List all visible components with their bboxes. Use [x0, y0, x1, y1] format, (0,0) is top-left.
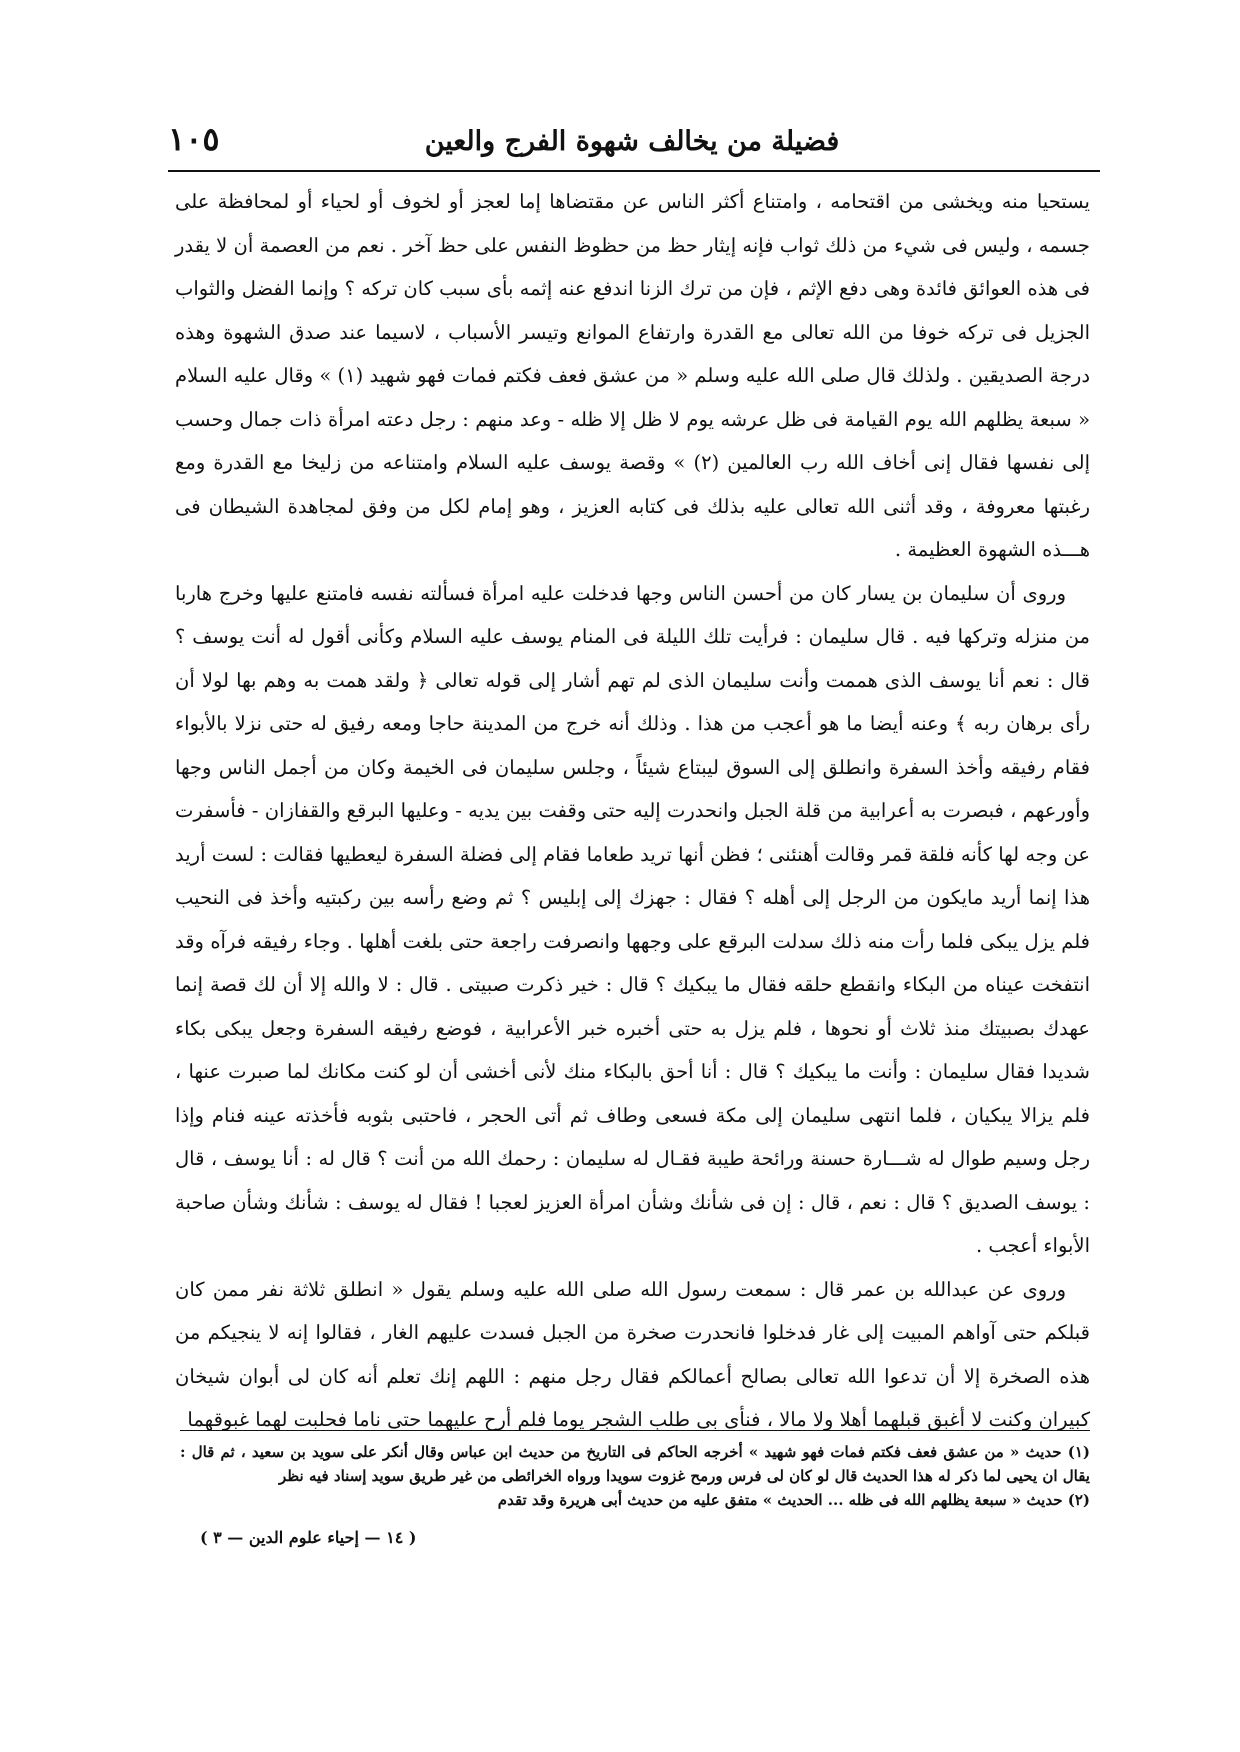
footnote: (٢) حديث « سبعة يظلهم الله فى ظله ... الحديث » متفق عليه من حديث أبى هريرة وقد تقدم [497, 1491, 1090, 1509]
footnotes [180, 1440, 1090, 1512]
page-number: ١٠٥ [168, 120, 220, 158]
running-title: فضيلة من يخالف شهوة الفرج والعين [424, 126, 840, 157]
signature-mark: ( ١٤ — إحياء علوم الدين — ٣ ) [200, 1528, 417, 1547]
footnote: (١) حديث « من عشق فعف فكتم فمات فهو شهيد » أخرجه الحاكم فى التاريخ من حديث ابن عباس وقال أنكر على سويد بن سعيد ، ثم قال : يقال ان يحيى لما ذكر له هذا الحديث قال لو كان لى فرس ورمح غزوت سويدا ورواه الخرائطى من غير طريق سويد إسناد فيه نظر [180, 1443, 1090, 1485]
header-rule [168, 170, 1100, 172]
paragraph: وروى عن عبدالله بن عمر قال : سمعت رسول الله صلى الله عليه وسلم يقول « انطلق ثلاثة نفر ممن كان قبلكم حتى آواهم المبيت إلى غار فدخلوا فانحدرت صخرة من الجبل فسدت عليهم الغار ، فقالوا إنه لا ينجيكم من هذه الصخرة إلا أن تدعوا الله تعالى بصالح أعمالكم فقال رجل منهم : اللهم إنك تعلم أنه كان لى أبوان شيخان كبيران وكنت لا أغبق قبلهما أهلا ولا مالا ، فنأى بى طلب الشجر يوما فلم أرح عليهما حتى ناما فحلبت لهما غبوقهما [175, 1277, 1090, 1431]
main-text [175, 180, 1090, 1442]
paragraph: وروى أن سليمان بن يسار كان من أحسن الناس وجها فدخلت عليه امرأة فسألته نفسه فامتنع عليها وخرج هاربا من منزله وتركها فيه . قال سليمان : فرأيت تلك الليلة فى المنام يوسف عليه السلام وكأنى أقول له أنت يوسف ؟ قال : نعم أنا يوسف الذى هممت وأنت سليمان الذى لم تهم أشار إلى قوله تعالى ﴿ ولقد همت به وهم بها لولا أن رأى برهان ربه ﴾ وعنه أيضا ما هو أعجب من هذا . وذلك أنه خرج من المدينة حاجا ومعه رفيق له حتى نزلا بالأبواء فقام رفيقه وأخذ السفرة وانطلق إلى السوق ليبتاع شيئاً ، وجلس سليمان فى الخيمة وكان من أجمل الناس وجها وأورعهم ، فبصرت به أعرابية من قلة الجبل وانحدرت إليه حتى وقفت بين يديه - وعليها البرقع والقفازان - فأسفرت عن وجه لها كأنه فلقة قمر وقالت أهنئنى ؛ فظن أنها تريد طعاما فقام إلى فضلة السفرة ليعطيها فقالت : لست أريد هذا إنما أريد مايكون من الرجل إلى أهله ؟ فقال : جهزك إلى إبليس ؟ ثم وضع رأسه بين ركبتيه وأخذ فى النحيب فلم يزل يبكى فلما رأت منه ذلك سدلت البرقع على وجهها وانصرفت راجعة حتى بلغت أهلها . وجاء رفيقه فرآه وقد انتفخت عيناه من البكاء وانقطع حلقه فقال ما يبكيك ؟ قال : خير ذكرت صبيتى . قال : لا والله إلا أن لك قصة إنما عهدك بصبيتك منذ ثلاث أو نحوها ، فلم يزل به حتى أخبره خبر الأعرابية ، فوضع رفيقه السفرة وجعل يبكى بكاء شديدا فقال سليمان : وأنت ما يبكيك ؟ قال : أنا أحق بالبكاء منك لأنى أخشى أن لو كنت مكانك لما صبرت عنها ، فلم يزالا يبكيان ، فلما انتهى سليمان إلى مكة فسعى وطاف ثم أتى الحجر ، فاحتبى بثوبه فأخذته عينه فنام وإذا رجل وسيم طوال له شـــارة حسنة ورائحة طيبة فقـال له سليمان : رحمك الله من أنت ؟ قال له : أنا يوسف ، قال : يوسف الصديق ؟ قال : نعم ، قال : إن فى شأنك وشأن امرأة العزيز لعجبا ! فقال له يوسف : شأنك وشأن صاحبة الأبواء أعجب . [175, 581, 1090, 1257]
footnote-rule [180, 1430, 1090, 1431]
page-header [168, 120, 1096, 172]
paragraph: يستحيا منه ويخشى من اقتحامه ، وامتناع أكثر الناس عن مقتضاها إما لعجز أو لخوف أو لحياء أو لمحافظة على جسمه ، وليس فى شيء من ذلك ثواب فإنه إيثار حظ من حظوظ النفس على حظ آخر . نعم من العصمة أن لا يقدر فى هذه العوائق فائدة وهى دفع الإثم ، فإن من ترك الزنا اندفع عنه إثمه بأى سبب كان تركه ؟ وإنما الفضل والثواب الجزيل فى تركه خوفا من الله تعالى مع القدرة وارتفاع الموانع وتيسر الأسباب ، لاسيما عند صدق الشهوة وهذه درجة الصديقين . ولذلك قال صلى الله عليه وسلم « من عشق فعف فكتم فمات فهو شهيد (١) » وقال عليه السلام « سبعة يظلهم الله يوم القيامة فى ظل عرشه يوم لا ظل إلا ظله - وعد منهم : رجل دعته امرأة ذات جمال وحسب إلى نفسها فقال إنى أخاف الله رب العالمين (٢) » وقصة يوسف عليه السلام وامتناعه من زليخا مع القدرة ومع رغبتها معروفة ، وقد أثنى الله تعالى عليه بذلك فى كتابه العزيز ، وهو إمام لكل من وفق لمجاهدة الشيطان فى هـــذه الشهوة العظيمة . [175, 190, 1090, 561]
